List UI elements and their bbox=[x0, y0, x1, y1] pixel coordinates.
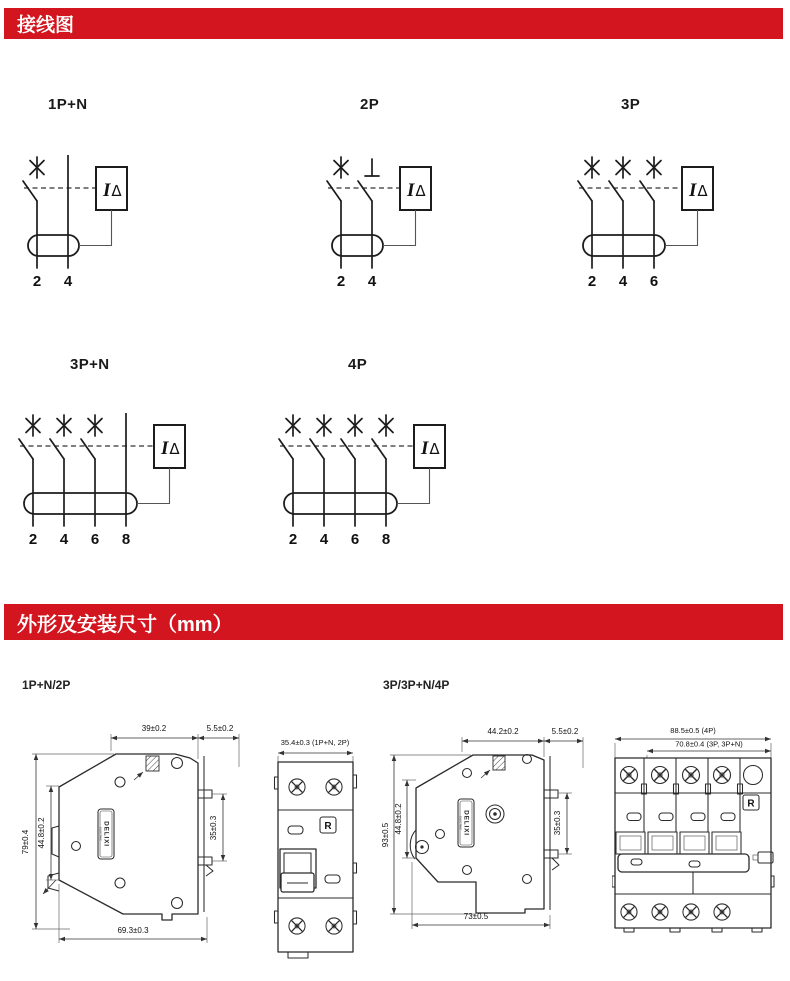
center-screw-dot bbox=[493, 812, 497, 816]
switch-blade bbox=[310, 439, 324, 459]
terminal-screw bbox=[683, 767, 700, 784]
breaker-pole bbox=[372, 415, 393, 526]
rail-lip-bottom bbox=[198, 857, 212, 865]
terminal-number: 4 bbox=[367, 273, 377, 290]
dim-4p-width: 88.5±0.5 (4P) bbox=[670, 726, 716, 735]
bottom-foot bbox=[288, 952, 308, 958]
breaker-pole bbox=[358, 159, 379, 268]
dim-inner-height: 44.8±0.2 bbox=[37, 817, 46, 849]
diagram-title-4p: 4P bbox=[348, 356, 368, 373]
terminal-screw bbox=[289, 779, 305, 795]
terminal-screw bbox=[714, 767, 731, 784]
dim-inner-height: 44.8±0.2 bbox=[394, 803, 403, 835]
clip-roller-dot bbox=[420, 845, 423, 848]
terminal-number: 2 bbox=[587, 273, 597, 290]
diagram-title-3p: 3P bbox=[621, 96, 641, 113]
relay-box-label: IΔ bbox=[103, 180, 122, 201]
switch-blade bbox=[327, 181, 341, 201]
terminal-number: 4 bbox=[319, 531, 329, 548]
release-clip bbox=[48, 873, 59, 891]
toggle-lever-side bbox=[52, 826, 59, 857]
front-view-1pn2p bbox=[268, 715, 376, 965]
current-transformer-toroid bbox=[583, 235, 665, 256]
relay-connector-line bbox=[397, 468, 430, 504]
rail-lip-top bbox=[198, 790, 212, 798]
rail-lip-top bbox=[544, 790, 558, 798]
diagram-title-1pn: 1P+N bbox=[48, 96, 88, 113]
diagram-title-2p: 2P bbox=[360, 96, 380, 113]
dim-rail-offset: 5.5±0.2 bbox=[551, 727, 579, 736]
terminal-screw bbox=[326, 779, 342, 795]
dimension-section-title: 外形及安装尺寸（mm） bbox=[17, 613, 233, 636]
current-transformer-toroid bbox=[28, 235, 79, 256]
terminal-number: 8 bbox=[121, 531, 131, 548]
switch-blade bbox=[640, 181, 654, 201]
logo-text: DELIXI bbox=[462, 810, 470, 836]
dimension-section-banner bbox=[4, 604, 783, 640]
logo-subtext: ELECTRIC bbox=[98, 827, 103, 841]
edge-tab bbox=[771, 876, 774, 887]
terminal-screw bbox=[289, 918, 305, 934]
release-clip bbox=[410, 830, 416, 859]
test-button-label: R bbox=[324, 821, 332, 832]
switch-blade bbox=[609, 181, 623, 201]
terminal-number: 6 bbox=[350, 531, 360, 548]
din-rail-cross-section bbox=[146, 756, 159, 771]
rail-hook bbox=[552, 858, 559, 870]
breaker-pole bbox=[310, 415, 331, 526]
breaker-pole bbox=[341, 415, 362, 526]
switch-blade bbox=[358, 181, 372, 201]
switch-blade bbox=[279, 439, 293, 459]
terminal-number: 4 bbox=[618, 273, 628, 290]
rail-lip-bottom bbox=[544, 850, 558, 858]
terminal-number: 2 bbox=[336, 273, 346, 290]
breaker-body-outline bbox=[59, 754, 198, 920]
relay-connector-line bbox=[665, 210, 698, 246]
breaker-pole bbox=[578, 157, 599, 268]
side-view-3p4p bbox=[380, 710, 612, 972]
wiring-section-banner bbox=[4, 8, 783, 39]
terminal-screw bbox=[652, 767, 669, 784]
terminal-screw bbox=[652, 904, 668, 920]
breaker-pole bbox=[23, 157, 44, 268]
relay-box-label: IΔ bbox=[407, 180, 426, 201]
dim-front-width: 35.4±0.3 (1P+N, 2P) bbox=[280, 738, 350, 747]
switch-blade bbox=[341, 439, 355, 459]
edge-tab bbox=[353, 775, 357, 788]
current-transformer-toroid bbox=[332, 235, 383, 256]
rail-hook bbox=[206, 865, 213, 876]
breaker-pole bbox=[279, 415, 300, 526]
dim-height: 93±0.5 bbox=[381, 822, 390, 848]
dim-depth: 73±0.5 bbox=[463, 912, 489, 921]
relay-connector-line bbox=[137, 468, 170, 504]
dim-width-top: 44.2±0.2 bbox=[487, 727, 519, 736]
edge-tab bbox=[353, 911, 357, 924]
test-button-label: R bbox=[747, 798, 755, 810]
edge-tab bbox=[275, 777, 279, 789]
logo-text: DELIXI bbox=[102, 821, 110, 847]
relay-box-label: IΔ bbox=[161, 438, 180, 459]
edge-tab bbox=[353, 863, 357, 873]
relay-box-label: IΔ bbox=[689, 180, 708, 201]
switch-blade bbox=[50, 439, 64, 459]
wiring-section-title: 接线图 bbox=[17, 15, 75, 36]
breaker-pole bbox=[81, 415, 102, 526]
wiring-diagram-3pn bbox=[13, 413, 191, 551]
wiring-diagram-3p bbox=[572, 155, 719, 293]
terminal-number: 6 bbox=[649, 273, 659, 290]
terminal-number: 4 bbox=[59, 531, 69, 548]
logo-subtext: ELECTRIC bbox=[458, 816, 463, 830]
terminal-screw bbox=[621, 904, 637, 920]
current-transformer-toroid bbox=[284, 493, 397, 514]
breaker-pole bbox=[50, 415, 71, 526]
terminal-number: 6 bbox=[90, 531, 100, 548]
breaker-pole bbox=[19, 415, 40, 526]
group-label-3p4p: 3P/3P+N/4P bbox=[383, 678, 450, 692]
dim-3p-width: 70.8±0.4 (3P, 3P+N) bbox=[675, 739, 743, 749]
group-label-1pn2p: 1P+N/2P bbox=[22, 678, 71, 692]
edge-tab bbox=[612, 876, 615, 887]
terminal-screw bbox=[621, 767, 638, 784]
din-rail-cross-section bbox=[493, 756, 505, 770]
terminal-screw bbox=[714, 904, 730, 920]
current-transformer-toroid bbox=[24, 493, 137, 514]
terminal-number: 2 bbox=[32, 273, 42, 290]
wiring-diagram-4p bbox=[273, 413, 451, 551]
relay-connector-line bbox=[79, 210, 112, 246]
terminal-screw bbox=[326, 918, 342, 934]
relay-connector-line bbox=[383, 210, 416, 246]
switch-blade bbox=[372, 439, 386, 459]
switch-blade bbox=[578, 181, 592, 201]
terminal-number: 2 bbox=[288, 531, 298, 548]
edge-tab bbox=[275, 911, 279, 923]
dim-rail-offset: 5.5±0.2 bbox=[206, 724, 234, 733]
dim-rail-height: 35±0.3 bbox=[553, 810, 562, 836]
switch-blade bbox=[23, 181, 37, 201]
dim-height: 79±0.4 bbox=[21, 829, 30, 855]
dim-depth: 69.3±0.3 bbox=[117, 926, 149, 935]
front-view-4p bbox=[612, 712, 790, 970]
clip-arrow bbox=[43, 880, 56, 894]
switch-blade bbox=[19, 439, 33, 459]
breaker-pole bbox=[609, 157, 630, 268]
relay-box-label: IΔ bbox=[421, 438, 440, 459]
terminal-number: 8 bbox=[381, 531, 391, 548]
dim-width-top: 39±0.2 bbox=[141, 724, 167, 733]
wiring-diagram-1pn bbox=[17, 155, 133, 293]
dim-rail-height: 35±0.3 bbox=[209, 815, 218, 841]
breaker-pole bbox=[640, 157, 661, 268]
switch-blade bbox=[81, 439, 95, 459]
breaker-pole bbox=[327, 157, 348, 268]
linked-toggle-handle bbox=[618, 854, 749, 872]
side-view-1pn2p bbox=[10, 710, 262, 960]
terminal-number: 4 bbox=[63, 273, 73, 290]
wiring-diagram-2p bbox=[321, 155, 437, 293]
diagram-title-3pn: 3P+N bbox=[70, 356, 110, 373]
terminal-screw bbox=[683, 904, 699, 920]
terminal-number: 2 bbox=[28, 531, 38, 548]
